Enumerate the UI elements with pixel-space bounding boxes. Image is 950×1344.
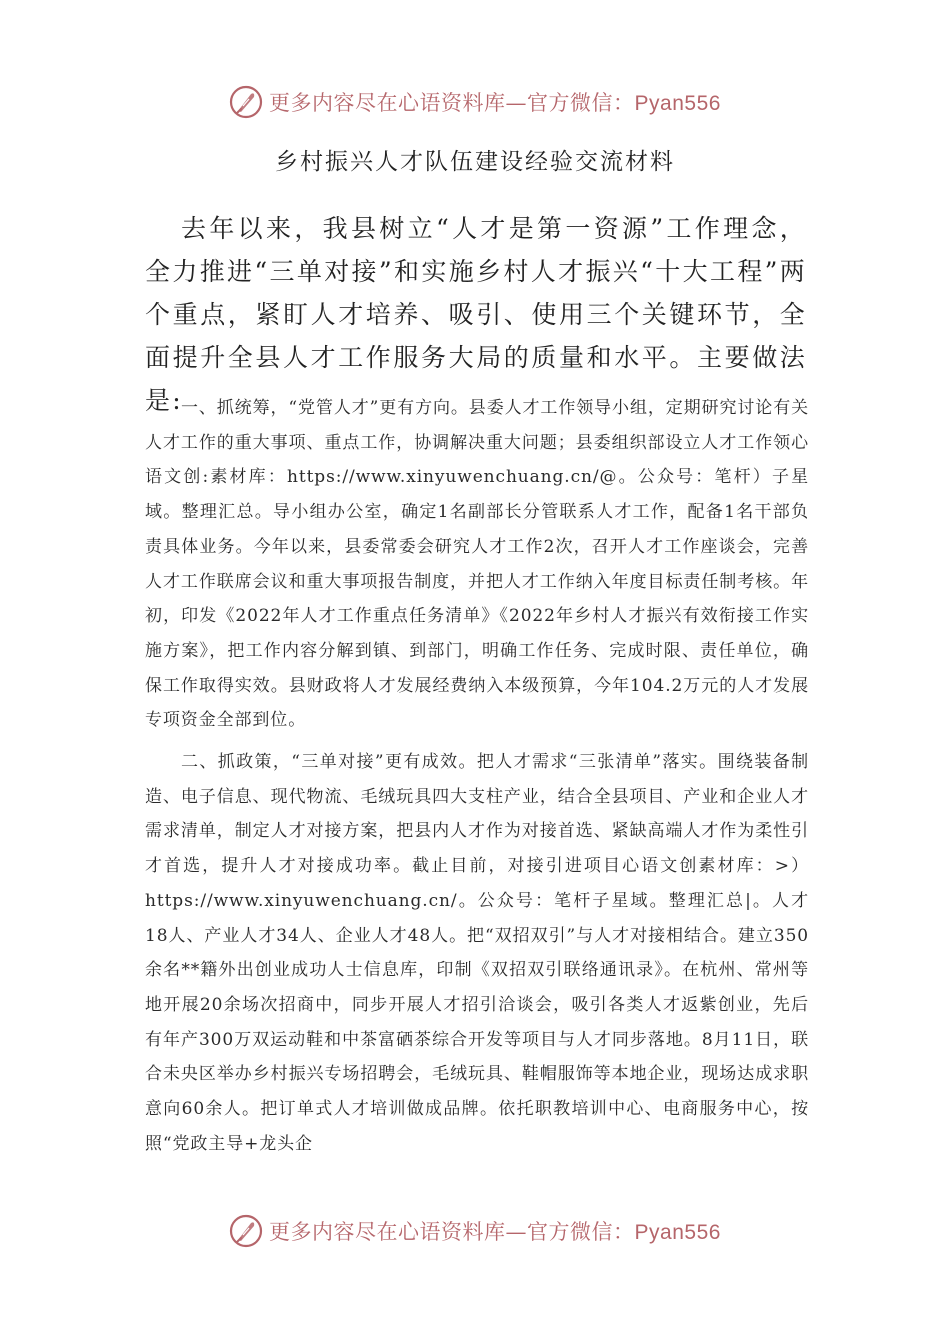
wechat-handle: Pyan556 [634,92,721,115]
quill-pen-logo-icon [229,1214,263,1248]
document-title: 乡村振兴人才队伍建设经验交流材料 [275,149,675,175]
watermark-text: 更多内容尽在心语资料库—官方微信：Pyan556 [269,1220,721,1244]
body-paragraph-1: 一、抓统筹，“党管人才”更有方向。县委人才工作领导小组，定期研究讨论有关人才工作的重大事项、重点工作，协调解决重大问题；县委组织部设立人才工作领心语文创:素材库：https://www.xinyuwenchuang.cn/@。公众号：笔杆）子星域。整理汇总。导小组办公室，确定1名副部长分管联系人才工作，配备1名干部负责具体业务。今年以来，县委常委会研究人才工作2次，召开人才工作座谈会，完善人才工作联席会议和重大事项报告制度，并把人才工作纳入年度目标责任制考核。年初，印发《2022年人才工作重点任务清单》《2022年乡村人才振兴有效衔接工作实施方案》，把工作内容分解到镇、到部门，明确工作任务、完成时限、责任单位，确保工作取得实效。县财政将人才发展经费纳入本级预算，今年104.2万元的人才发展专项资金全部到位。 [145,398,809,731]
intro-paragraph: 去年以来，我县树立“人才是第一资源”工作理念，全力推进“三单对接”和实施乡村人才振兴“十大工程”两个重点，紧盯人才培养、吸引、使用三个关键环节，全面提升全县人才工作服务大局的质量和水平。主要做法是: [145,214,807,415]
footer-watermark-banner [0,1211,950,1251]
watermark-text: 更多内容尽在心语资料库—官方微信：Pyan556 [269,91,721,115]
quill-pen-logo-icon [229,85,263,119]
wechat-handle: Pyan556 [634,1221,721,1244]
header-watermark-banner [0,82,950,122]
body-paragraph-2: 二、抓政策，“三单对接”更有成效。把人才需求“三张清单”落实。围绕装备制造、电子信息、现代物流、毛绒玩具四大支柱产业，结合全县项目、产业和企业人才需求清单，制定人才对接方案，把县内人才作为对接首选、紧缺高端人才作为柔性引才首选，提升人才对接成功率。截止目前，对接引进项目心语文创素材库：>）https://www.xinyuwenchuang.cn/。公众号：笔杆子星域。整理汇总|。人才18人、产业人才34人、企业人才48人。把“双招双引”与人才对接相结合。建立350余名**籍外出创业成功人士信息库，印制《双招双引联络通讯录》。在杭州、常州等地开展20余场次招商中，同步开展人才招引洽谈会，吸引各类人才返紫创业，先后有年产300万双运动鞋和中茶富硒茶综合开发等项目与人才同步落地。8月11日，联合未央区举办乡村振兴专场招聘会，毛绒玩具、鞋帽服饰等本地企业，现场达成求职意向60余人。把订单式人才培训做成品牌。依托职教培训中心、电商服务中心，按照“党政主导+龙头企 [145,752,809,1154]
